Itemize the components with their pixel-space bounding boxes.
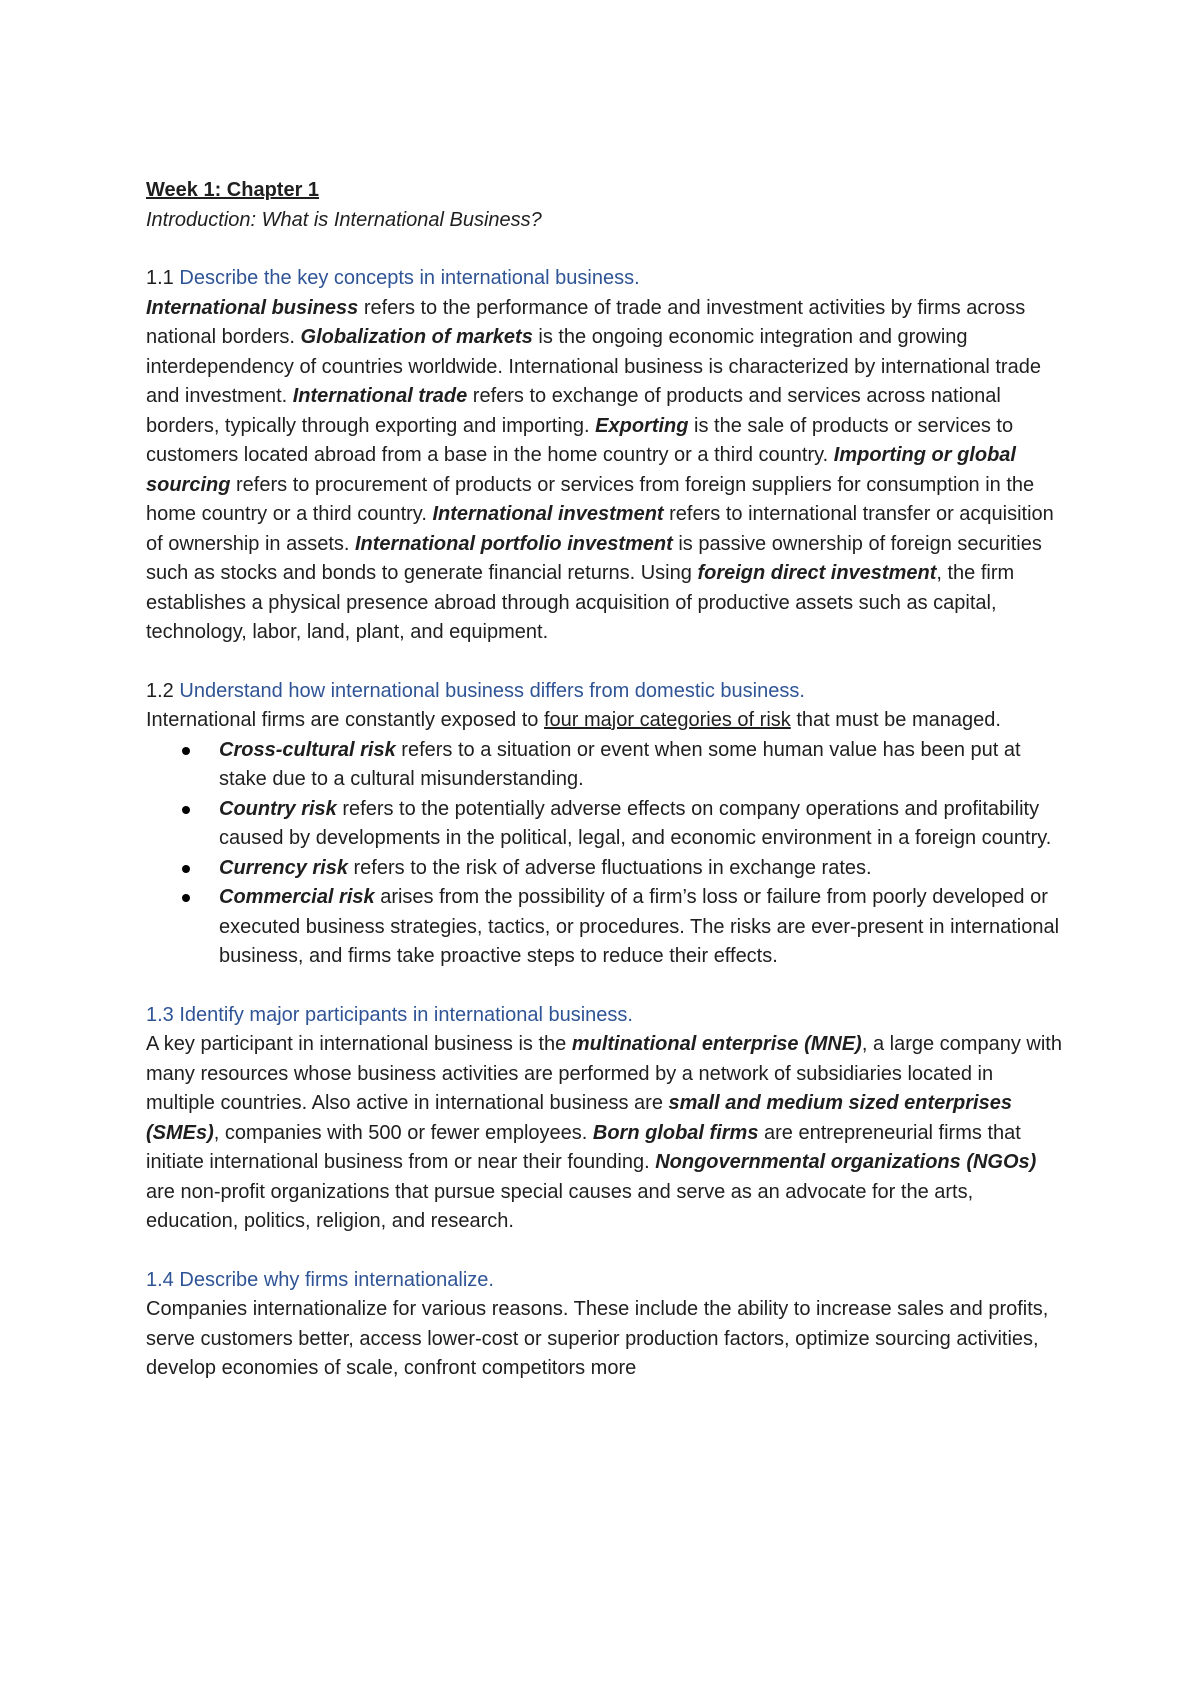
- list-item: [146, 883, 1066, 972]
- paragraph-text: is the ongoing economic integration and growing interdependency of countries worldwide. International business is characterized by international trade and investment.: [146, 326, 1041, 407]
- paragraph-text: is passive ownership of foreign securities such as stocks and bonds to generate financial returns. Using: [146, 532, 1042, 584]
- section-paragraph: [146, 706, 1066, 736]
- document-content: [146, 176, 1066, 1384]
- key-term: Born global firms: [592, 1121, 759, 1144]
- section-paragraph: [146, 1030, 1066, 1237]
- paragraph-text: are non-profit organizations that pursue special causes and serve as an advocate for the arts, education, politics, religion, and research.: [146, 1180, 974, 1232]
- section-paragraph: [146, 294, 1066, 648]
- section-title: Describe the key concepts in international business.: [179, 267, 640, 289]
- week-title: Week 1: Chapter 1: [146, 179, 320, 201]
- paragraph-text: refers to procurement of products or services from foreign suppliers for consumption in the home country or a third country.: [146, 473, 1035, 525]
- section-heading: [146, 264, 1066, 294]
- key-term: multinational enterprise (MNE): [571, 1033, 862, 1055]
- key-term: International portfolio investment: [355, 532, 673, 555]
- key-term: small and medium sized enterprises (SMEs): [146, 1092, 1012, 1144]
- underlined-phrase: four major categories of risk: [544, 709, 791, 731]
- section-number: 1.3: [146, 1003, 174, 1026]
- section-title: Identify major participants in international business.: [179, 1003, 633, 1026]
- list-item: [146, 736, 1066, 795]
- paragraph-text: International firms are constantly exposed to: [146, 709, 544, 731]
- list-item: [146, 795, 1066, 854]
- paragraph-text: , a large company with many resources whose business activities are performed by a network of subsidiaries located in multiple countries. Also active in international business are: [146, 1033, 1062, 1114]
- key-term: International trade: [292, 385, 468, 407]
- section-1-2: [146, 677, 1066, 972]
- key-term: Nongovernmental organizations (NGOs): [655, 1151, 1037, 1173]
- key-term: International investment: [432, 503, 664, 525]
- paragraph-text: refers to international transfer or acquisition of ownership in assets.: [146, 503, 1054, 555]
- key-term: Currency risk: [219, 856, 348, 879]
- key-term: Importing or global sourcing: [146, 444, 1016, 496]
- paragraph-text: are entrepreneurial firms that initiate international business from or near their founding.: [146, 1121, 1021, 1173]
- paragraph-text: refers to the performance of trade and investment activities by firms across national borders.: [146, 296, 1026, 348]
- risk-list: [146, 736, 1066, 972]
- paragraph-text: , companies with 500 or fewer employees.: [213, 1121, 593, 1144]
- section-number: 1.1: [146, 267, 174, 289]
- section-number: 1.2: [146, 679, 174, 702]
- key-term: foreign direct investment: [697, 562, 937, 584]
- bullet-icon: [182, 806, 190, 814]
- paragraph-text: that must be managed.: [790, 709, 1001, 731]
- bullet-icon: [182, 747, 190, 755]
- section-title: Understand how international business differs from domestic business.: [179, 679, 805, 702]
- key-term: Commercial risk: [219, 886, 375, 908]
- key-term: Cross-cultural risk: [219, 738, 396, 761]
- list-item: [146, 854, 1066, 884]
- section-heading: [146, 1266, 1066, 1296]
- list-item-text: arises from the possibility of a firm’s loss or failure from poorly developed or executed business strategies, tactics, or procedures. The risks are ever-present in international business, and firms take proactive steps to reduce their effects.: [219, 886, 1060, 967]
- section-heading: [146, 1001, 1066, 1031]
- section-1-1: [146, 264, 1066, 648]
- section-title: Describe why firms internationalize.: [179, 1268, 494, 1291]
- paragraph-text: refers to exchange of products and services across national borders, typically through exporting and importing.: [146, 385, 1001, 437]
- key-term: Globalization of markets: [300, 326, 533, 348]
- section-heading: [146, 677, 1066, 707]
- list-item-text: refers to the potentially adverse effects on company operations and profitability caused by developments in the political, legal, and economic environment in a foreign country.: [219, 797, 1052, 849]
- list-item-text: refers to the risk of adverse fluctuations in exchange rates.: [347, 856, 872, 879]
- paragraph-text: A key participant in international business is the: [146, 1033, 572, 1055]
- key-term: Exporting: [595, 414, 689, 437]
- paragraph-text: is the sale of products or services to customers located abroad from a base in the home country or a third country.: [146, 414, 1014, 466]
- bullet-icon: [182, 865, 190, 873]
- bullet-icon: [182, 894, 190, 902]
- chapter-subtitle: Introduction: What is International Business?: [146, 208, 542, 231]
- section-number: 1.4: [146, 1268, 174, 1291]
- section-1-4: [146, 1266, 1066, 1384]
- paragraph-text: , the firm establishes a physical presence abroad through acquisition of productive assets such as capital, technology, labor, land, plant, and equipment.: [146, 562, 1015, 643]
- key-term: Country risk: [219, 797, 337, 820]
- list-item-text: refers to a situation or event when some human value has been put at stake due to a cultural misunderstanding.: [219, 738, 1021, 790]
- key-term: International business: [146, 296, 359, 319]
- section-1-3: [146, 1001, 1066, 1237]
- section-paragraph: Companies internationalize for various reasons. These include the ability to increase sales and profits, serve customers better, access lower-cost or superior production factors, optimize sourcing activities, develop economies of scale, confront competitors more: [146, 1298, 1049, 1379]
